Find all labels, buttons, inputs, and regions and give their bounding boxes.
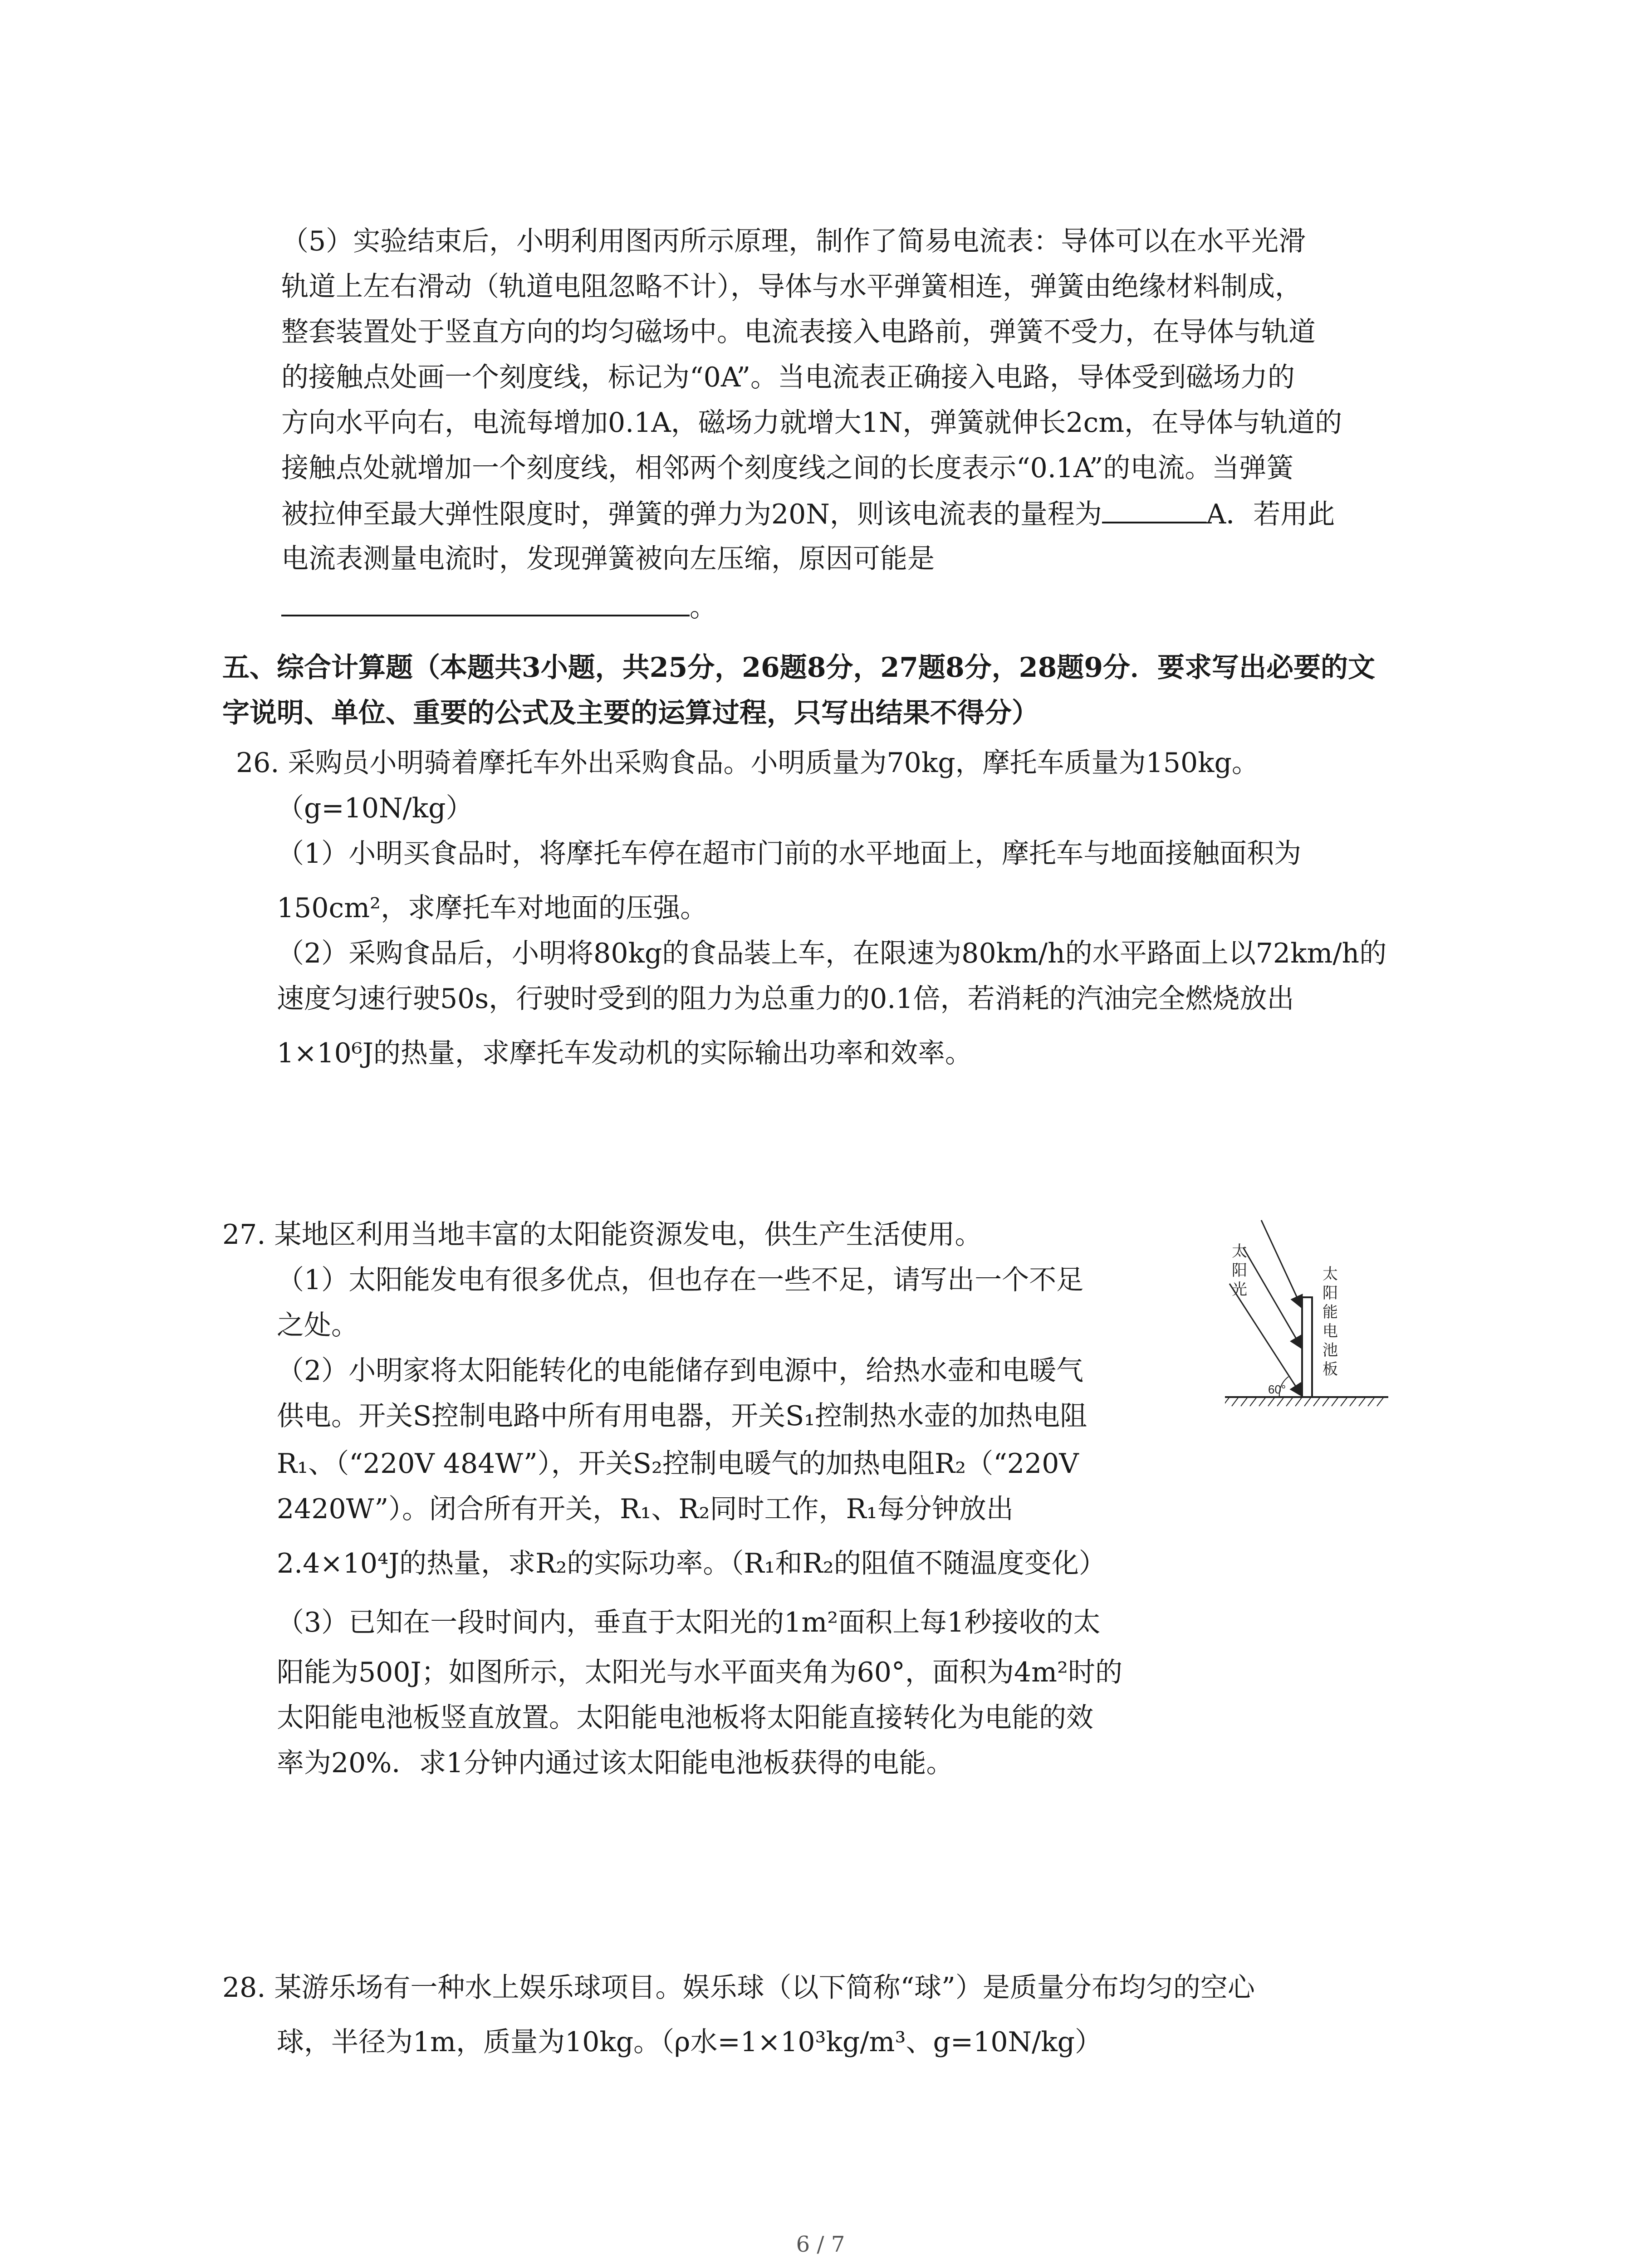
q27-line-11: 太阳能电池板竖直放置。太阳能电池板将太阳能直接转化为电能的效 [277, 1702, 1093, 1734]
q26-line-7: 1×10⁶J的热量，求摩托车发动机的实际输出功率和效率。 [277, 1037, 972, 1069]
q27-line-7: 2420W”）。闭合所有开关，R₁、R₂同时工作，R₁每分钟放出 [277, 1493, 1014, 1525]
q27-line-2: （1）太阳能发电有很多优点，但也存在一些不足，请写出一个不足 [277, 1264, 1084, 1296]
q26-line-2: （g=10N/kg） [277, 792, 473, 824]
q27-line-8: 2.4×10⁴J的热量，求R₂的实际功率。（R₁和R₂的阻值不随温度变化） [277, 1548, 1106, 1579]
q27-line-10: 阳能为500J；如图所示，太阳光与水平面夹角为60°，面积为4m²时的 [277, 1657, 1123, 1688]
solar-panel-figure [1225, 1216, 1397, 1424]
q26-line-6: 速度匀速行驶50s，行驶时受到的阻力为总重力的0.1倍，若消耗的汽油完全燃烧放出 [277, 983, 1294, 1015]
q25-5-line-3: 整套装置处于竖直方向的均匀磁场中。电流表接入电路前，弹簧不受力，在导体与轨道 [281, 316, 1316, 348]
panel-label-2: 阳 [1323, 1284, 1338, 1302]
q25-5-line-7-tail: A．若用此 [1206, 499, 1335, 530]
section-5-heading-line-2: 字说明、单位、重要的公式及主要的运算过程，只写出结果不得分） [222, 697, 1039, 729]
q25-5-line-5: 方向水平向右，电流每增加0.1A，磁场力就增大1N，弹簧就伸长2cm，在导体与轨道的 [281, 407, 1342, 439]
range-answer-blank[interactable] [1102, 494, 1206, 523]
sunlight-label-1: 太 [1232, 1242, 1247, 1261]
section-5-heading-line-1: 五、综合计算题（本题共3小题，共25分，26题8分，27题8分，28题9分．要求写出必要的文 [222, 652, 1375, 684]
solar-panel [1302, 1297, 1312, 1397]
q25-5-line-6: 接触点处就增加一个刻度线，相邻两个刻度线之间的长度表示“0.1A”的电流。当弹簧 [281, 452, 1294, 484]
panel-label-1: 太 [1323, 1265, 1338, 1283]
q27-line-4: （2）小明家将太阳能转化的电能储存到电源中，给热水壶和电暖气 [277, 1355, 1084, 1387]
q25-5-line-7-text: 被拉伸至最大弹性限度时，弹簧的弹力为20N，则该电流表的量程为 [281, 499, 1102, 530]
q27-line-9: （3）已知在一段时间内，垂直于太阳光的1m²面积上每1秒接收的太 [277, 1607, 1101, 1638]
reason-answer-blank[interactable] [281, 587, 690, 616]
panel-label-5: 池 [1323, 1341, 1338, 1359]
q27-line-12: 率为20%．求1分钟内通过该太阳能电池板获得的电能。 [277, 1747, 954, 1779]
panel-label-3: 能 [1323, 1303, 1338, 1321]
q26-line-4: 150cm²，求摩托车对地面的压强。 [277, 892, 708, 924]
sunlight-label-3: 光 [1232, 1281, 1247, 1299]
q25-5-line-4: 的接触点处画一个刻度线，标记为“0A”。当电流表正确接入电路，导体受到磁场力的 [281, 362, 1295, 393]
q28-line-2: 球，半径为1m，质量为10kg。（ρ水=1×10³kg/m³、g=10N/kg） [277, 2026, 1102, 2058]
sunlight-label-2: 阳 [1232, 1261, 1247, 1280]
q25-5-line-9-tail: 。 [690, 591, 717, 623]
q26-line-1: 26. 采购员小明骑着摩托车外出采购食品。小明质量为70kg，摩托车质量为150kg。 [236, 747, 1259, 779]
q27-line-3: 之处。 [277, 1310, 358, 1341]
q27-line-1: 27. 某地区利用当地丰富的太阳能资源发电，供生产生活使用。 [222, 1219, 982, 1251]
panel-label-4: 电 [1323, 1322, 1338, 1340]
panel-label-6: 板 [1323, 1360, 1338, 1378]
q26-line-3: （1）小明买食品时，将摩托车停在超市门前的水平地面上，摩托车与地面接触面积为 [277, 838, 1302, 870]
ground-hatch [1225, 1397, 1384, 1406]
q27-line-6: R₁、（“220V 484W”），开关S₂控制电暖气的加热电阻R₂（“220V [277, 1448, 1079, 1480]
q28-line-1: 28. 某游乐场有一种水上娱乐球项目。娱乐球（以下简称“球”）是质量分布均匀的空心 [222, 1972, 1255, 2004]
page-number: 6 / 7 [796, 2232, 845, 2257]
q25-5-line-7 [281, 494, 1335, 533]
q25-5-line-1: （5）实验结束后，小明利用图丙所示原理，制作了简易电流表：导体可以在水平光滑 [281, 225, 1306, 257]
q27-line-5: 供电。开关S控制电路中所有用电器，开关S₁控制热水壶的加热电阻 [277, 1400, 1087, 1432]
q25-5-line-9 [281, 587, 717, 626]
q25-5-line-8: 电流表测量电流时，发现弹簧被向左压缩，原因可能是 [281, 543, 935, 575]
q26-line-5: （2）采购食品后，小明将80kg的食品装上车，在限速为80km/h的水平路面上以72km/h的 [277, 938, 1387, 969]
solar-panel-diagram [1225, 1216, 1397, 1424]
angle-label: 60° [1268, 1383, 1286, 1396]
q25-5-line-2: 轨道上左右滑动（轨道电阻忽略不计），导体与水平弹簧相连，弹簧由绝缘材料制成， [281, 271, 1302, 303]
